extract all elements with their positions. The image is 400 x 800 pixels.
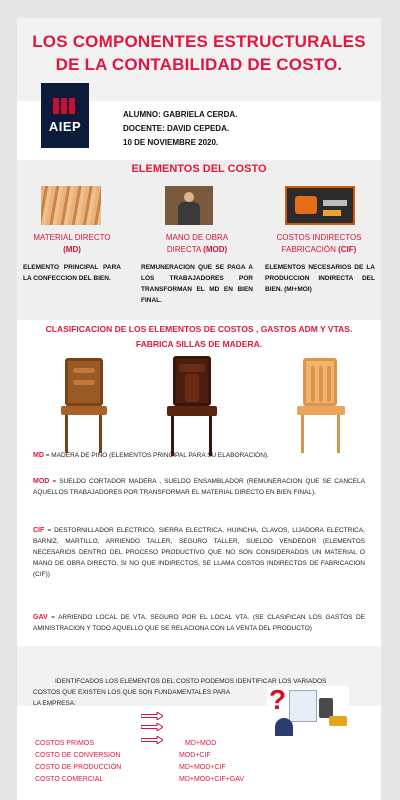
fecha-line: 10 DE NOVIEMBRE 2020. — [123, 138, 219, 147]
costo-comercial-formula: MD+MOD+CIF+GAV — [179, 776, 245, 783]
docente-line: DOCENTE: DAVID CEPEDA. — [123, 124, 230, 133]
arrow-right-icon — [141, 723, 163, 731]
chart-board-icon — [289, 690, 317, 722]
logo-text: AIEP — [48, 119, 82, 134]
cif-code: (CIF) — [338, 245, 357, 254]
arrow-right-icon — [141, 736, 163, 744]
author-info — [123, 108, 237, 150]
md-heading: MATERIAL DIRECTO (MD) — [33, 233, 111, 254]
cif-definition: CIF = DESTORNILLADOR ELECTRICO, SIERRA ELECTRICA, HUINCHA, CLAVOS, LIJADORA ELECTRICA, BARNIZ, MARTILLO, ARRIENDO TALLER, SEGURO TALLER, SUELDO VENDEDOR (ELEMENTOS NECESARIOS DENTRO DEL PROCESO PRODUCTIVO QUE NO SON CONSIDERADOS UN MATERIAL O MANO DE OBRA DIRECTO, SI NO QUE INDIRECTOS, SE LLAMA COSTOS INDIRECTOS DE FABRICACION (CIF)) — [33, 527, 365, 578]
cif-description: ELEMENTOS NECESARIOS DE LA PRODUCCION INDIRECTA DEL BIEN. (MI+MOI) — [265, 264, 375, 293]
costo-produccion-formula: MD+MOD+CIF — [179, 764, 226, 771]
costo-conversion-formula: MOD+CIF — [179, 752, 211, 759]
identificados-text: IDENTIFCADOS LOS ELEMENTOS DEL COSTO PODEMOS IDENTIFICAR LOS VARIADOS COSTOS QUE EXISTEN LOS QUE SON FUNDAMENTALES PARA LA EMPRESA: — [33, 678, 327, 707]
person-icon — [275, 718, 293, 736]
gav-definition: GAV = ARRIENDO LOCAL DE VTA, SEGURO POR EL LOCAL VTA. (SE CLASIFICAN LOS GASTOS DE AMINISTRACION Y TODO AQUELLO QUE SE RELACIONA CON LA VENTA DEL PRODUCTO) — [33, 614, 365, 632]
costo-produccion-label: COSTO DE PRODUCCIÓN — [35, 764, 122, 771]
mod-definition: MOD = SUELDO CORTADOR MADERA , SUELDO ENSAMBLADOR (REMUNERACION QUE SE CANCELA AQUELLOS TRABAJADORES POR TRANSFORMAR EL MATERIAL DIRECTO EN BIEN FINAL). — [33, 478, 365, 496]
mod-label: MOD — [33, 478, 50, 485]
calculator-icon — [319, 698, 333, 718]
infographic-sheet — [17, 18, 381, 800]
chair-1-icon — [59, 358, 109, 456]
business-people-icon — [267, 686, 349, 736]
mod-code: (MOD) — [203, 245, 228, 254]
coins-icon — [329, 716, 347, 726]
carpenter-icon — [165, 186, 213, 225]
costo-primo-formula: MD+MOD — [185, 740, 217, 747]
chair-2-icon — [163, 356, 221, 458]
cif-heading: COSTOS INDIRECTOS FABRICACIÓN (CIF) — [276, 233, 362, 254]
gav-label: GAV — [33, 614, 48, 621]
elementos-title: ELEMENTOS DEL COSTO — [131, 163, 267, 175]
md-description: ELEMENTO PRINCIPAL PARA LA CONFECCION DEL BIEN. — [23, 264, 121, 282]
page-title: LOS COMPONENTES ESTRUCTURALES DE LA CONTABILIDAD DE COSTO. — [32, 32, 366, 74]
md-label: MD — [33, 452, 44, 459]
md-definition: MD = MADERA DE PINO (ELEMENTOS PRINCIPAL PARA SU ELABORACIÓN). — [33, 452, 269, 459]
md-code: (MD) — [63, 245, 81, 254]
aiep-logo — [41, 83, 89, 148]
logo-bars-icon — [53, 98, 75, 114]
mod-description: REMUNERACION QUE SE PAGA A LOS TRABAJADORES POR TRANSFORMAN EL MD EN BIEN FINAL. — [141, 264, 253, 304]
toolbox-icon — [285, 186, 355, 225]
costo-conversion-label: COSTO DE CONVERSION — [35, 752, 121, 759]
costo-comercial-label: COSTO COMERCIAL — [35, 776, 104, 783]
question-mark-icon: ? — [269, 684, 287, 715]
chair-3-icon — [295, 358, 347, 456]
alumno-line: ALUMNO: GABRIELA CERDA. — [123, 110, 238, 119]
wood-planks-icon — [41, 186, 101, 225]
clasificacion-title: CLASIFICACION DE LOS ELEMENTOS DE COSTOS , GASTOS ADM Y VTAS. FABRICA SILLAS DE MADERA. — [45, 324, 353, 349]
costo-primo-label: COSTOS PRIMOS — [35, 740, 94, 747]
arrow-right-icon — [141, 712, 163, 720]
mod-heading: MANO DE OBRA DIRECTA (MOD) — [165, 233, 229, 254]
cif-label: CIF — [33, 527, 45, 534]
